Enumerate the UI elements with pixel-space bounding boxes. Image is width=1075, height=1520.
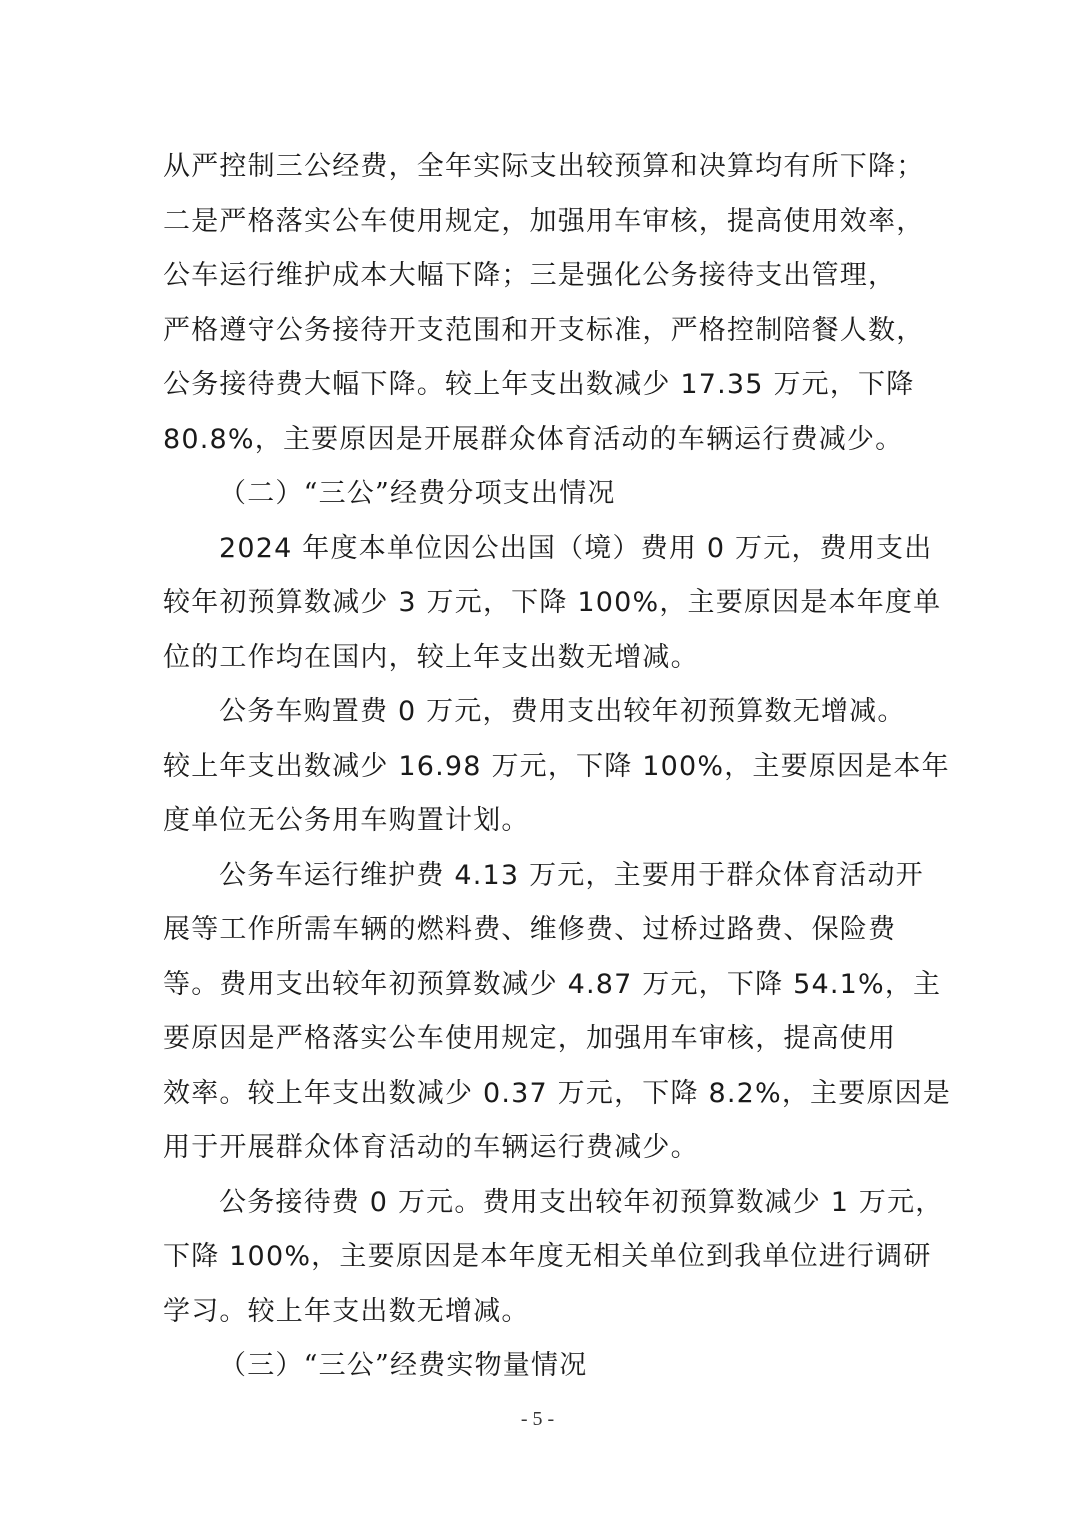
text-line: 二是严格落实公车使用规定，加强用车审核，提高使用效率，: [163, 205, 925, 237]
text-line: 公务接待费大幅下降。较上年支出数减少 17.35 万元，下降: [163, 369, 915, 400]
text-line: 学习。较上年支出数无增减。: [163, 1295, 530, 1327]
text-line: 效率。较上年支出数减少 0.37 万元，下降 8.2%，主要原因是: [163, 1077, 952, 1109]
text-line: 等。费用支出较年初预算数减少 4.87 万元，下降 54.1%，主: [163, 968, 942, 1000]
text-line: 80.8%，主要原因是开展群众体育活动的车辆运行费减少。: [163, 423, 904, 455]
paragraph-start: 公务车运行维护费 4.13 万元，主要用于群众体育活动开: [219, 859, 924, 891]
text-line: 要原因是严格落实公车使用规定，加强用车审核，提高使用: [163, 1023, 897, 1054]
page-number: - 5 -: [520, 1408, 555, 1430]
text-line: 度单位无公务用车购置计划。: [163, 805, 530, 836]
text-line: 下降 100%，主要原因是本年度无相关单位到我单位进行调研: [163, 1241, 932, 1272]
text-line: 严格遵守公务接待开支范围和开支标准，严格控制陪餐人数，: [163, 314, 925, 346]
section-heading-3: （三）“三公”经费实物量情况: [219, 1350, 588, 1381]
text-line: 从严控制三公经费，全年实际支出较预算和决算均有所下降；: [163, 151, 925, 182]
paragraph-start: 2024 年度本单位因公出国（境）费用 0 万元，费用支出: [219, 532, 933, 564]
text-line: 公车运行维护成本大幅下降；三是强化公务接待支出管理，: [163, 260, 897, 291]
text-line: 展等工作所需车辆的燃料费、维修费、过桥过路费、保险费: [163, 914, 897, 945]
text-line: 较年初预算数减少 3 万元，下降 100%，主要原因是本年度单: [163, 587, 942, 618]
text-line: 用于开展群众体育活动的车辆运行费减少。: [163, 1132, 699, 1163]
document-body: [163, 140, 952, 1394]
section-heading-2: （二）“三公”经费分项支出情况: [219, 478, 616, 509]
text-line: 较上年支出数减少 16.98 万元，下降 100%，主要原因是本年: [163, 750, 950, 782]
paragraph-start: 公务接待费 0 万元。费用支出较年初预算数减少 1 万元，: [219, 1186, 944, 1218]
paragraph-start: 公务车购置费 0 万元，费用支出较年初预算数无增减。: [219, 696, 906, 727]
text-line: 位的工作均在国内，较上年支出数无增减。: [163, 641, 699, 673]
